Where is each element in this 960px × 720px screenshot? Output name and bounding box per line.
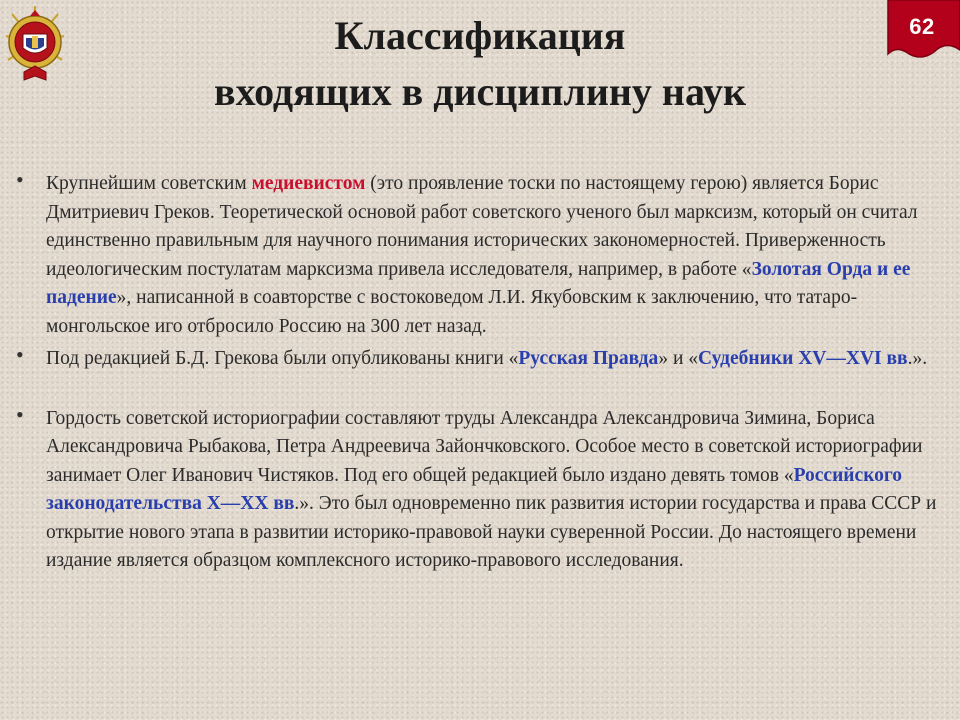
bullet-list	[10, 167, 950, 576]
bullet-text: .».	[907, 348, 928, 369]
bullet-marker: •	[16, 401, 24, 427]
bullet-text: Под редакцией Б.Д. Грекова были опубликованы книги «	[46, 348, 519, 369]
title-line-1: Классификация	[334, 13, 626, 58]
bullet-text: » и «	[658, 348, 698, 369]
bullet-text: », написанной в соавторстве с востоковедом Л.И. Якубовским к заключению, что татаро-монгольское иго отбросило Россию на 300 лет назад.	[46, 287, 858, 337]
bullet-text: .». Это был одновременно пик развития истории государства и права СССР и открытие нового этапа в развитии историко-правовой науки суверенной России. До настоящего времени издание является образцом комплексного историко-правового исследования.	[46, 493, 937, 571]
bullet-text: Гордость советской историографии составляют труды Александра Александровича Зимина, Бориса Александровича Рыбакова, Петра Андреевича Зайончковского. Особое место в советской историографии занимает Олег Иванович Чистяков. Под его общей редакцией было издано девять томов «	[46, 407, 923, 486]
title-line-2: входящих в дисциплину наук	[214, 69, 746, 114]
book-title: Российского законодательства X—XX вв	[46, 464, 903, 514]
book-title: Русская Правда	[518, 348, 659, 369]
bullet-marker: •	[16, 167, 24, 192]
highlighted-term: медиевистом	[251, 173, 366, 194]
page-title	[90, 8, 870, 120]
bullet-text: Крупнейшим советским	[46, 173, 252, 194]
bullet-text: (это проявление тоски по настоящему герою) является Борис Дмитриевич Греков. Теоретической основой работ советского ученого был марксизм, который он считал единственно правильным для научного понимания исторических закономерностей. Приверженность идеологическим постулатам марксизма привела исследователя, например, в работе «	[46, 173, 918, 280]
book-title: Золотая Орда и ее падение	[46, 258, 911, 308]
bullet-item	[10, 401, 950, 576]
book-title: Судебники XV—XVI вв	[698, 348, 908, 369]
slide-number: 62	[909, 14, 935, 39]
bullet-item	[10, 342, 950, 374]
bullet-marker: •	[16, 342, 24, 367]
university-emblem-icon	[4, 2, 66, 84]
bullet-item	[10, 167, 950, 341]
